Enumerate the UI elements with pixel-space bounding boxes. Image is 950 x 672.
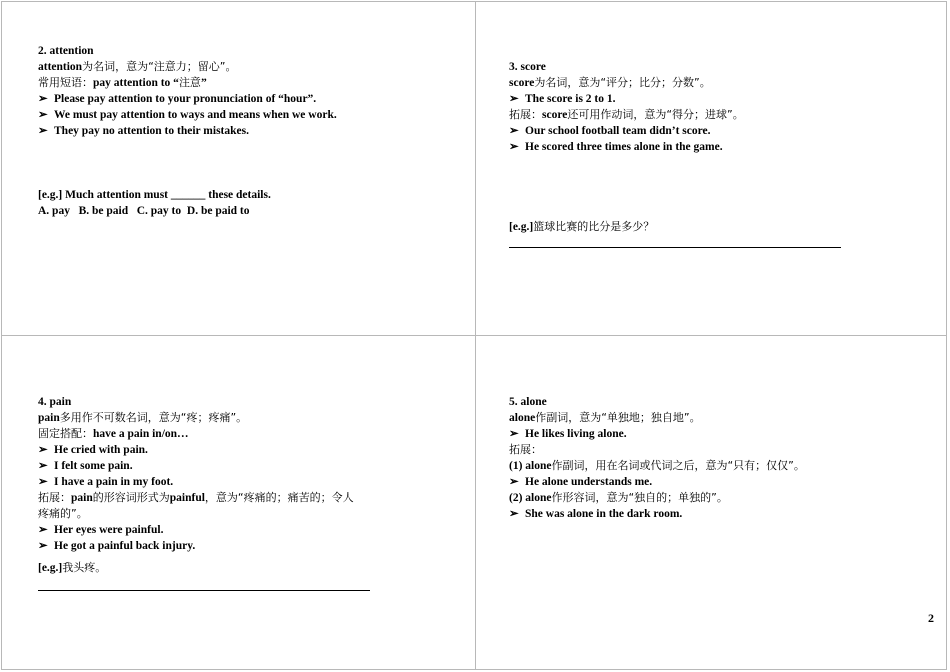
pain-definition: pain多用作不可数名词，意为“疼；疼痛”。: [38, 411, 248, 424]
score-title: 3. score: [509, 61, 546, 73]
alone-title: 5. alone: [509, 396, 547, 408]
arrow-bullet-icon: ➢: [509, 428, 519, 440]
arrow-bullet-icon: ➢: [38, 125, 48, 137]
arrow-bullet-icon: ➢: [38, 476, 48, 488]
arrow-bullet-icon: ➢: [509, 141, 519, 153]
arrow-bullet-icon: ➢: [509, 125, 519, 137]
pain-extension: 拓展：pain的形容词形式为painful，意为“疼痛的；痛苦的；令人: [38, 491, 354, 504]
pain-example: ➢ He got a painful back injury.: [38, 540, 196, 552]
pain-title: 4. pain: [38, 396, 72, 408]
arrow-bullet-icon: ➢: [38, 524, 48, 536]
score-definition: score为名词，意为“评分；比分；分数”。: [509, 76, 711, 89]
pain-example: ➢ I felt some pain.: [38, 460, 133, 472]
pain-example: ➢ Her eyes were painful.: [38, 524, 164, 536]
arrow-bullet-icon: ➢: [38, 460, 48, 472]
arrow-bullet-icon: ➢: [38, 93, 48, 105]
panel-pain: [38, 394, 354, 576]
pain-answer-line: [38, 590, 370, 591]
arrow-bullet-icon: ➢: [509, 508, 519, 520]
score-example: ➢ The score is 2 to 1.: [509, 93, 616, 105]
pain-extension-cont: 疼痛的”。: [38, 507, 88, 520]
score-exercise: [e.g.]篮球比赛的比分是多少？: [509, 220, 655, 233]
pain-fixed-phrase: 固定搭配：have a pain in/on…: [38, 427, 189, 440]
attention-exercise: [e.g.] Much attention must ______ these details.: [38, 189, 271, 201]
panel-attention: [38, 43, 337, 219]
alone-example: ➢ He likes living alone.: [509, 428, 627, 440]
score-extension: 拓展：score还可用作动词，意为“得分；进球”。: [509, 108, 744, 121]
attention-definition: attention为名词，意为“注意力；留心”。: [38, 60, 237, 73]
score-example: ➢ Our school football team didn’t score.: [509, 125, 711, 137]
alone-definition: alone作副词，意为“单独地；独自地”。: [509, 411, 701, 424]
attention-example: ➢ They pay no attention to their mistakes.: [38, 125, 249, 137]
arrow-bullet-icon: ➢: [509, 93, 519, 105]
attention-example: ➢ We must pay attention to ways and means when we work.: [38, 109, 337, 121]
alone-extension: 拓展：: [509, 443, 542, 456]
pain-example: ➢ I have a pain in my foot.: [38, 476, 174, 488]
score-example: ➢ He scored three times alone in the game.: [509, 141, 723, 153]
alone-usage-1: (1) alone作副词，用在名词或代词之后，意为“只有；仅仅”。: [509, 459, 805, 472]
panel-score: [509, 59, 744, 235]
panel-alone: [509, 394, 805, 522]
alone-example: ➢ She was alone in the dark room.: [509, 508, 683, 520]
alone-usage-2: (2) alone作形容词，意为“独自的；单独的”。: [509, 491, 728, 504]
attention-options: A. pay B. be paid C. pay to D. be paid to: [38, 205, 250, 217]
pain-exercise: [e.g.]我头疼。: [38, 561, 107, 574]
arrow-bullet-icon: ➢: [38, 444, 48, 456]
attention-phrase: 常用短语：pay attention to “注意”: [38, 76, 207, 89]
attention-title: 2. attention: [38, 45, 94, 57]
page-number: 2: [928, 611, 934, 625]
arrow-bullet-icon: ➢: [509, 476, 519, 488]
arrow-bullet-icon: ➢: [38, 540, 48, 552]
attention-example: ➢ Please pay attention to your pronunciation of “hour”.: [38, 93, 317, 105]
alone-example: ➢ He alone understands me.: [509, 476, 653, 488]
arrow-bullet-icon: ➢: [38, 109, 48, 121]
score-answer-line: [509, 247, 841, 248]
pain-example: ➢ He cried with pain.: [38, 444, 148, 456]
